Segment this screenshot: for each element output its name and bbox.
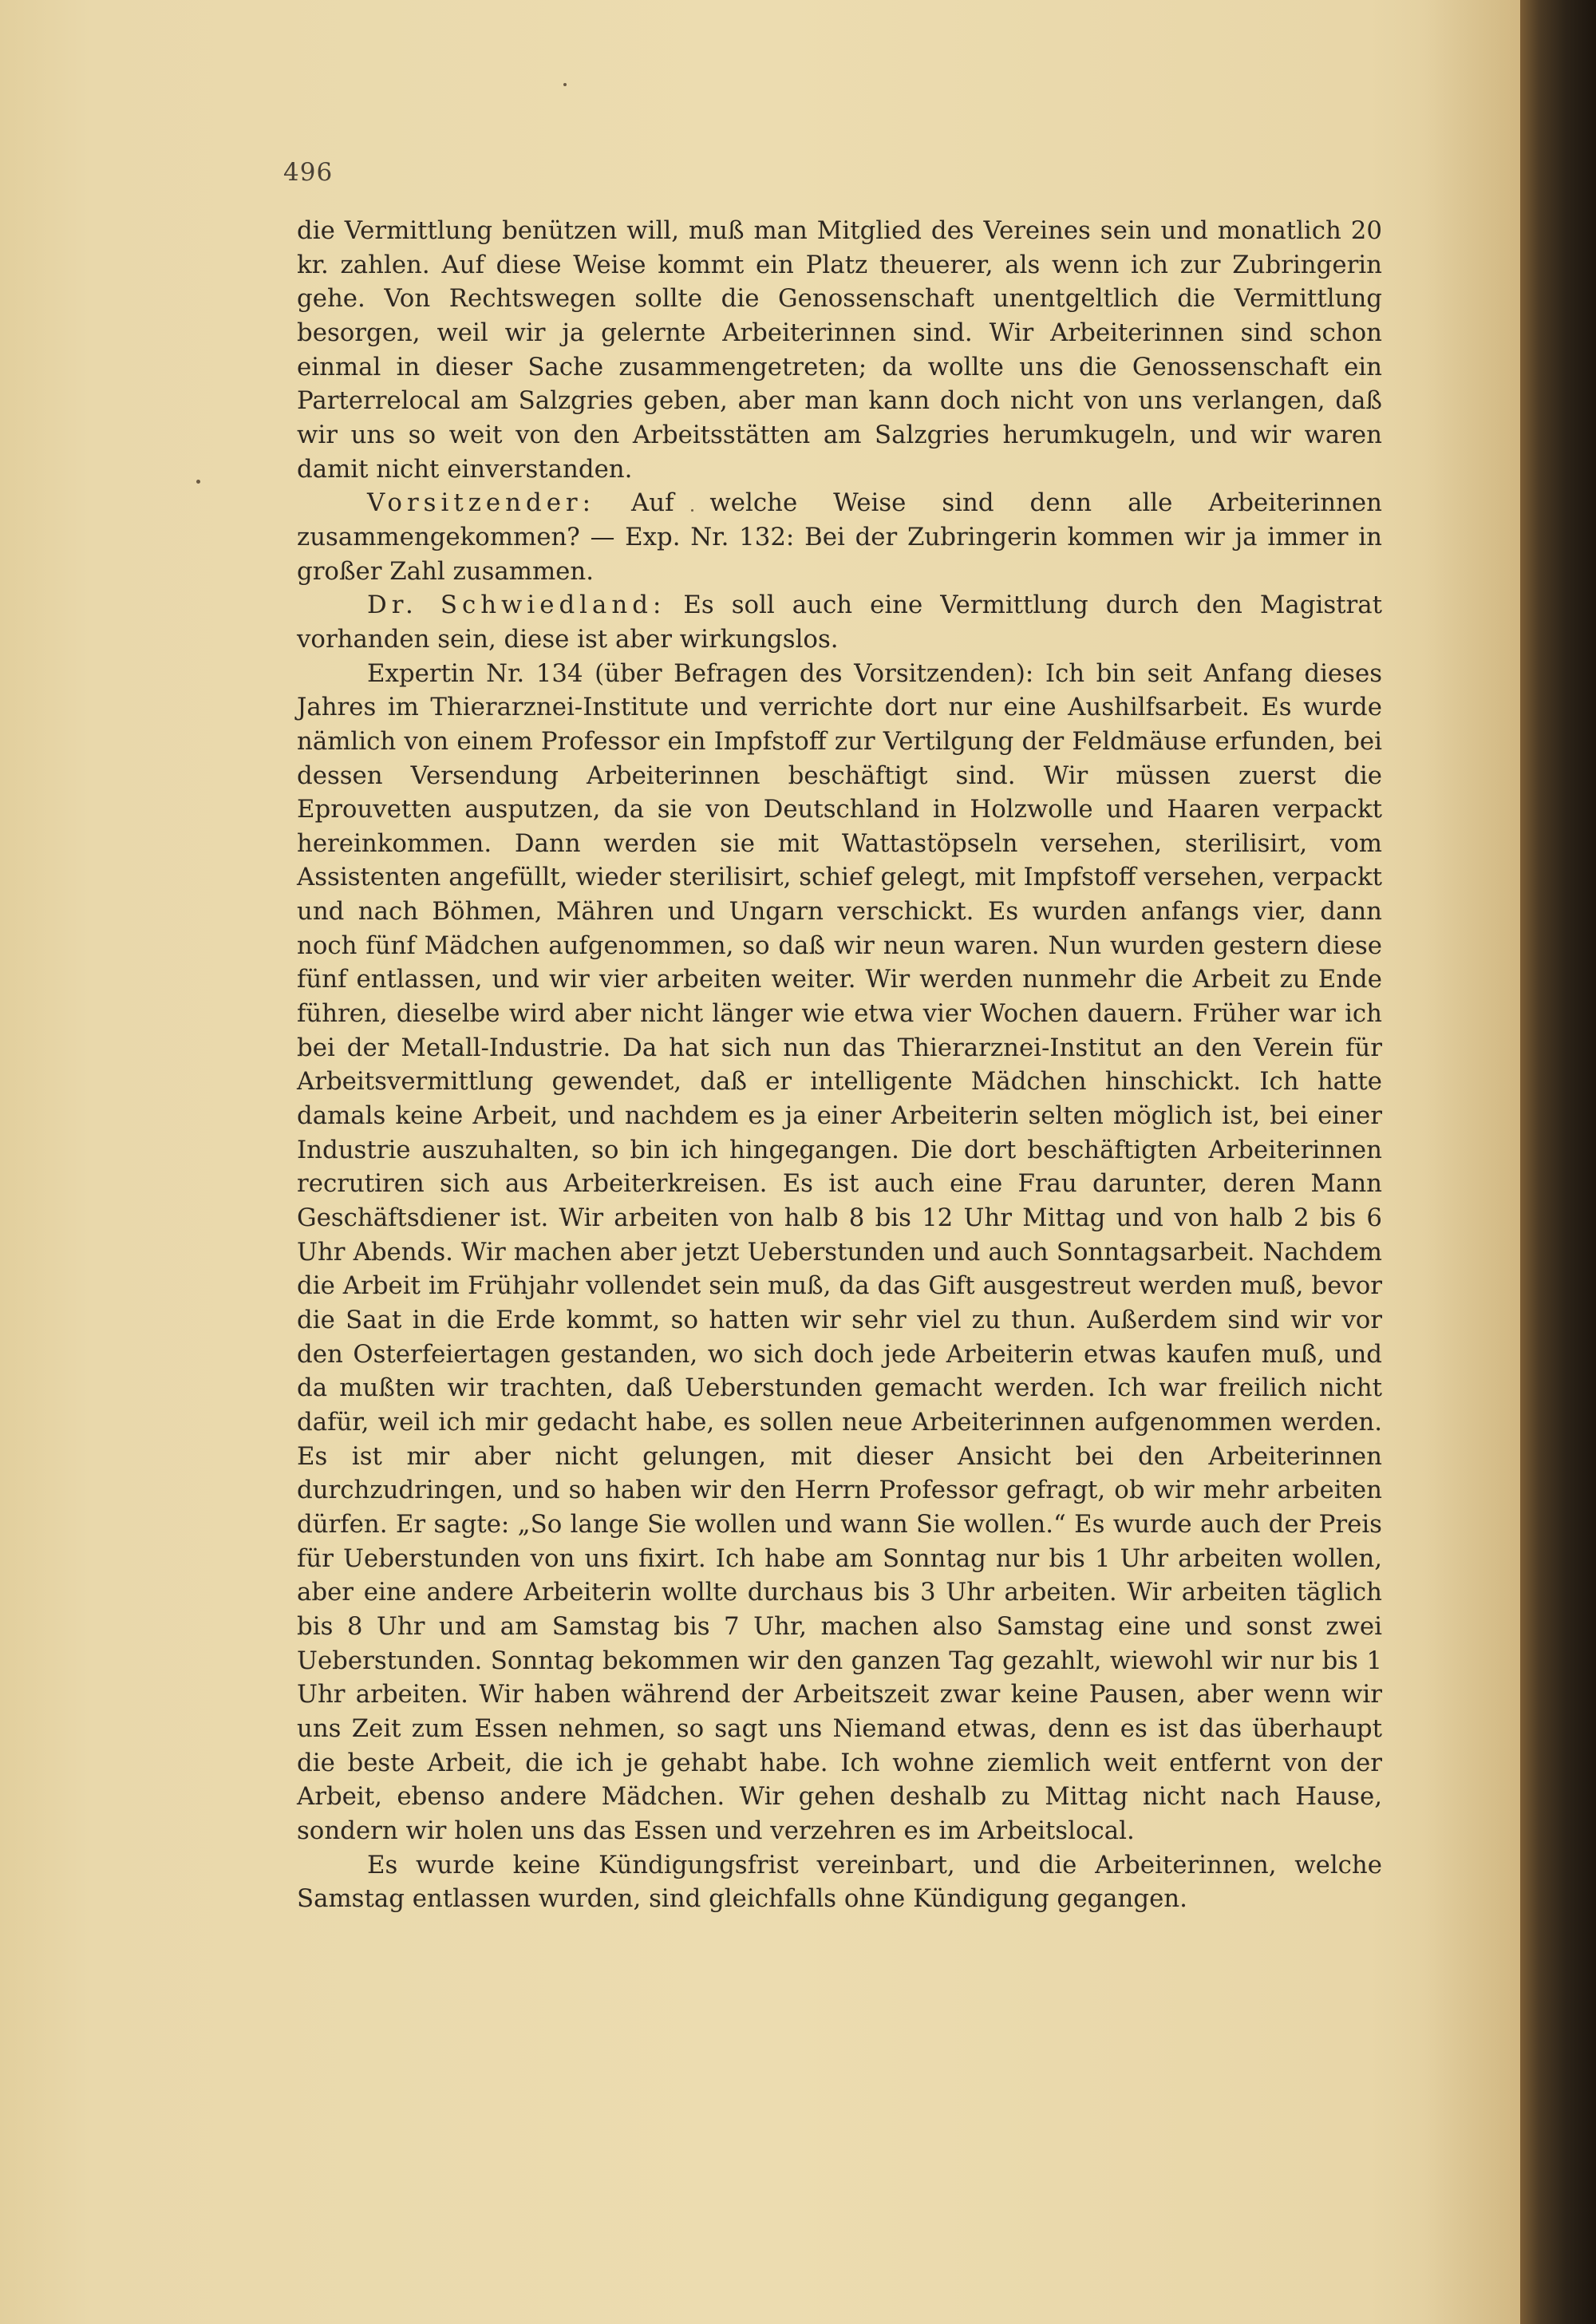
body-text	[297, 214, 1382, 1916]
paragraph-3-text: Es soll auch eine Vermittlung durch den Magistrat vorhanden sein, diese ist aber wirkungslos.	[297, 591, 1382, 654]
paragraph-5: Es wurde keine Kündigungsfrist vereinbart, und die Arbeiterinnen, welche Samstag entlassen wurden, sind gleichfalls ohne Kündigung gegangen.	[297, 1850, 1382, 1914]
ink-speck	[563, 83, 567, 86]
speaker-label: Dr. Schwiedland:	[367, 591, 666, 620]
paragraph-3	[297, 588, 1382, 656]
book-binding-edge	[1520, 0, 1596, 2324]
paragraph-2	[297, 486, 1382, 588]
ink-speck	[196, 480, 200, 484]
paragraph-4: Expertin Nr. 134 (über Befragen des Vorsitzenden): Ich bin seit Anfang dieses Jahres im Thierarznei-Institute und verrichte dort nur eine Aushilfsarbeit. Es wurde nämlich von einem Professor ein Impfstoff zur Vertilgung der Feldmäuse erfunden, bei dessen Versendung Arbeiterinnen beschäftigt sind. Wir müssen zuerst die Eprouvetten ausputzen, da sie von Deutschland in Holzwolle und Haaren verpackt hereinkommen. Dann werden sie mit Wattastöpseln versehen, sterilisirt, vom Assistenten angefüllt, wieder sterilisirt, schief gelegt, mit Impfstoff versehen, verpackt und nach Böhmen, Mähren und Ungarn verschickt. Es wurden anfangs vier, dann noch fünf Mädchen aufgenommen, so daß wir neun waren. Nun wurden gestern diese fünf entlassen, und wir vier arbeiten weiter. Wir werden nunmehr die Arbeit zu Ende führen, dieselbe wird aber nicht länger wie etwa vier Wochen dauern. Früher war ich bei der Metall-Industrie. Da hat sich nun das Thierarznei-Institut an den Verein für Arbeitsvermittlung gewendet, daß er intelligente Mädchen hinschickt. Ich hatte damals keine Arbeit, und nachdem es ja einer Arbeiterin selten möglich ist, bei einer Industrie auszuhalten, so bin ich hingegangen. Die dort beschäftigten Arbeiterinnen recrutiren sich aus Arbeiterkreisen. Es ist auch eine Frau darunter, deren Mann Geschäftsdiener ist. Wir arbeiten von halb 8 bis 12 Uhr Mittag und von halb 2 bis 6 Uhr Abends. Wir machen aber jetzt Ueberstunden und auch Sonntagsarbeit. Nachdem die Arbeit im Frühjahr vollendet sein muß, da das Gift ausgestreut werden muß, bevor die Saat in die Erde kommt, so hatten wir sehr viel zu thun. Außerdem sind wir vor den Osterfeiertagen gestanden, wo sich doch jede Arbeiterin etwas kaufen muß, und da mußten wir trachten, daß Ueberstunden gemacht werden. Ich war freilich nicht dafür, weil ich mir gedacht habe, es sollen neue Arbeiterinnen aufgenommen werden. Es ist mir aber nicht gelungen, mit dieser Ansicht bei den Arbeiterinnen durchzudringen, und so haben wir den Herrn Professor gefragt, ob wir mehr arbeiten dürfen. Er sagte: „So lange Sie wollen und wann Sie wollen.“ Es wurde auch der Preis für Ueberstunden von uns fixirt. Ich habe am Sonntag nur bis 1 Uhr arbeiten wollen, aber eine andere Arbeiterin wollte durchaus bis 3 Uhr arbeiten. Wir arbeiten täglich bis 8 Uhr und am Samstag bis 7 Uhr, machen also Samstag eine und sonst zwei Ueberstunden. Sonntag bekommen wir den ganzen Tag gezahlt, wiewohl wir nur bis 1 Uhr arbeiten. Wir haben während der Arbeitszeit zwar keine Pausen, aber wenn wir uns Zeit zum Essen nehmen, so sagt uns Niemand etwas, denn es ist das überhaupt die beste Arbeit, die ich je gehabt habe. Ich wohne ziemlich weit entfernt von der Arbeit, ebenso andere Mädchen. Wir gehen deshalb zu Mittag nicht nach Hause, sondern wir holen uns das Essen und verzehren es im Arbeitslocal.	[297, 658, 1382, 1845]
page-edge-stain	[1424, 0, 1520, 2324]
page-number: 496	[283, 158, 334, 187]
paragraph-2-text: Auf welche Weise sind denn alle Arbeiterinnen zusammengekommen? — Exp. Nr. 132: Bei der Zubringerin kommen wir ja immer in großer Zahl zusammen.	[297, 488, 1382, 586]
speaker-label: Vorsitzender:	[367, 488, 596, 518]
paragraph-1: die Vermittlung benützen will, muß man Mitglied des Vereines sein und monatlich 20 kr. zahlen. Auf diese Weise kommt ein Platz theuerer, als wenn ich zur Zubringerin gehe. Von Rechtswegen sollte die Genossenschaft unentgeltlich die Vermittlung besorgen, weil wir ja gelernte Arbeiterinnen sind. Wir Arbeiterinnen sind schon einmal in dieser Sache zusammengetreten; da wollte uns die Genossenschaft ein Parterrelocal am Salzgries geben, aber man kann doch nicht von uns verlangen, daß wir uns so weit von den Arbeitsstätten am Salzgries herumkugeln, und wir waren damit nicht einverstanden.	[297, 216, 1382, 484]
